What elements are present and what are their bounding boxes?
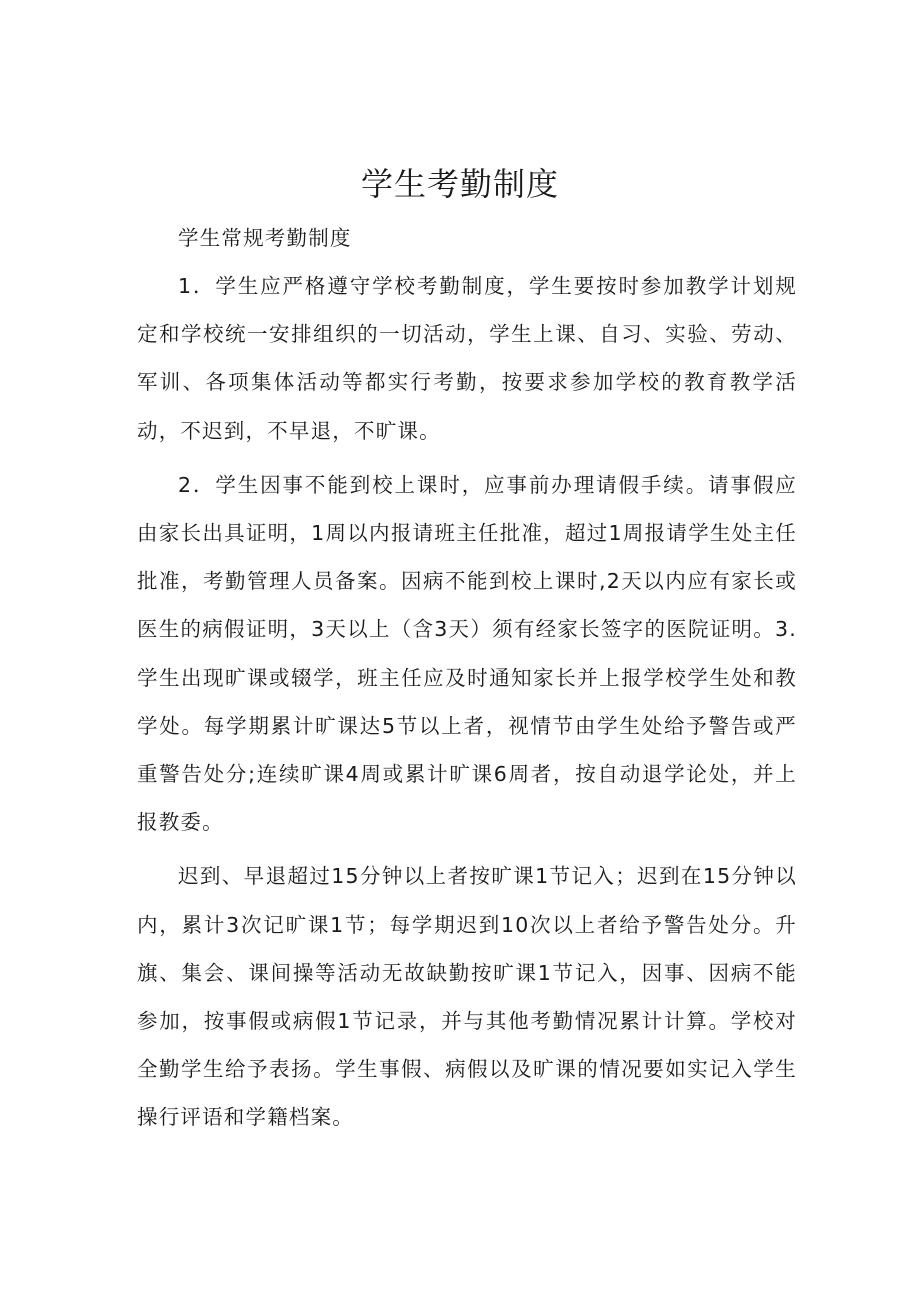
section-heading: 学生常规考勤制度 xyxy=(178,226,352,250)
document-body xyxy=(137,218,797,1148)
document-title: 学生考勤制度 xyxy=(360,165,559,203)
paragraph-1: 1．学生应严格遵守学校考勤制度，学生要按时参加教学计划规定和学校统一安排组织的一切活动，学生上课、自习、实验、劳动、军训、各项集体活动等都实行考勤，按要求参加学校的教育教学活动，不迟到，不早退，不旷课。 xyxy=(137,274,797,443)
paragraph-2: 2．学生因事不能到校上课时，应事前办理请假手续。请事假应由家长出具证明，1周以内报请班主任批准，超过1周报请学生处主任批准，考勤管理人员备案。因病不能到校上课时,2天以内应有家长或医生的病假证明，3天以上（含3天）须有经家长签字的医院证明。3.学生出现旷课或辍学，班主任应及时通知家长并上报学校学生处和教学处。每学期累计旷课达5节以上者，视情节由学生处给予警告或严重警告处分;连续旷课4周或累计旷课6周者，按自动退学论处，并上报教委。 xyxy=(137,472,797,835)
paragraph-3: 迟到、早退超过15分钟以上者按旷课1节记入；迟到在15分钟以内，累计3次记旷课1节；每学期迟到10次以上者给予警告处分。升旗、集会、课间操等活动无故缺勤按旷课1节记入，因事、因病不能参加，按事假或病假1节记录，并与其他考勤情况累计计算。学校对全勤学生给予表扬。学生事假、病假以及旷课的情况要如实记入学生操行评语和学籍档案。 xyxy=(137,864,797,1130)
